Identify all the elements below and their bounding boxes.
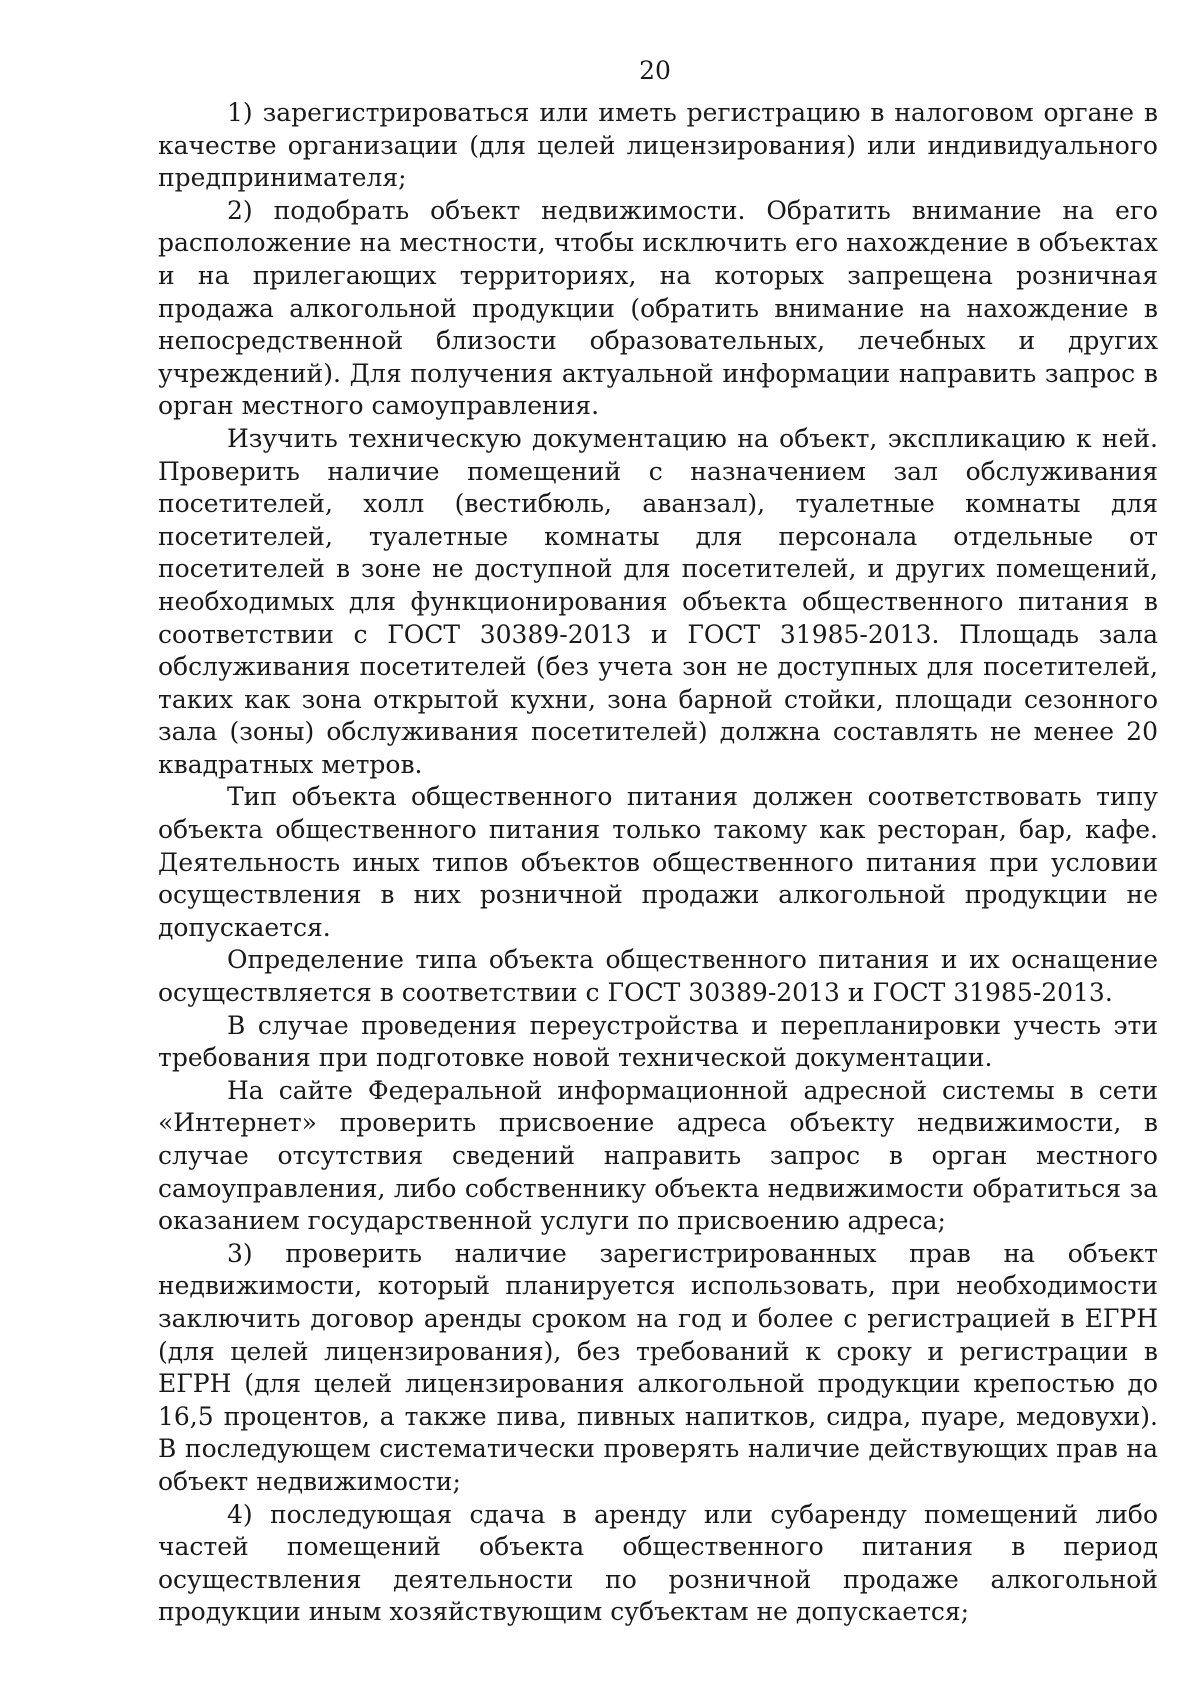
page-number: 20 (639, 56, 671, 85)
paragraph-4-sublease: 4) последующая сдача в аренду или субаренду помещений либо частей помещений объекта общественного питания в период осуществления деятельности по розничной продаже алкогольной продукции иным хозяйствующим субъектам не допускается; (158, 1499, 1158, 1627)
paragraph-2-select-property: 2) подобрать объект недвижимости. Обратить внимание на его расположение на местности, чтобы исключить его нахождение в объектах и на прилегающих территориях, на которых запрещена розничная продажа алкогольной продукции (обратить внимание на нахождение в непосредственной близости образовательных, лечебных и других учреждений). Для получения актуальной информации направить запрос в орган местного самоуправления. (158, 195, 1158, 421)
paragraph-1-registration: 1) зарегистрироваться или иметь регистрацию в налоговом органе в качестве организации (для целей лицензирования) или индивидуального предпринимателя; (158, 98, 1158, 193)
paragraph-type-definition: Определение типа объекта общественного питания и их оснащение осуществляется в соответствии с ГОСТ 30389-2013 и ГОСТ 31985-2013. (158, 945, 1158, 1008)
paragraph-reconstruction: В случае проведения переустройства и перепланировки учесть эти требования при подготовке новой технической документации. (158, 1010, 1158, 1073)
document-body (158, 97, 1158, 1629)
paragraph-study-documentation: Изучить техническую документацию на объект, экспликацию к ней. Проверить наличие помещений с назначением зал обслуживания посетителей, холл (вестибюль, аванзал), туалетные комнаты для посетителей, туалетные комнаты для персонала отдельные от посетителей в зоне не доступной для посетителей, и других помещений, необходимых для функционирования объекта общественного питания в соответствии с ГОСТ 30389-2013 и ГОСТ 31985-2013. Площадь зала обслуживания посетителей (без учета зон не доступных для посетителей, таких как зона открытой кухни, зона барной стойки, площади сезонного зала (зоны) обслуживания посетителей) должна составлять не менее 20 квадратных метров. (158, 423, 1158, 779)
paragraph-3-rights-check: 3) проверить наличие зарегистрированных прав на объект недвижимости, который планируется использовать, при необходимости заключить договор аренды сроком на год и более с регистрацией в ЕГРН (для целей лицензирования), без требований к сроку и регистрации в ЕГРН (для целей лицензирования алкогольной продукции крепостью до 16,5 процентов, а также пива, пивных напитков, сидра, пуаре, медовухи). В последующем систематически проверять наличие действующих прав на объект недвижимости; (158, 1238, 1158, 1496)
paragraph-object-type: Тип объекта общественного питания должен соответствовать типу объекта общественного питания только такому как ресторан, бар, кафе. Деятельность иных типов объектов общественного питания при условии осуществления в них розничной продажи алкогольной продукции не допускается. (158, 782, 1158, 942)
paragraph-address-check: На сайте Федеральной информационной адресной системы в сети «Интернет» проверить присвоение адреса объекту недвижимости, в случае отсутствия сведений направить запрос в орган местного самоуправления, либо собственнику объекта недвижимости обратиться за оказанием государственной услуги по присвоению адреса; (158, 1075, 1158, 1236)
